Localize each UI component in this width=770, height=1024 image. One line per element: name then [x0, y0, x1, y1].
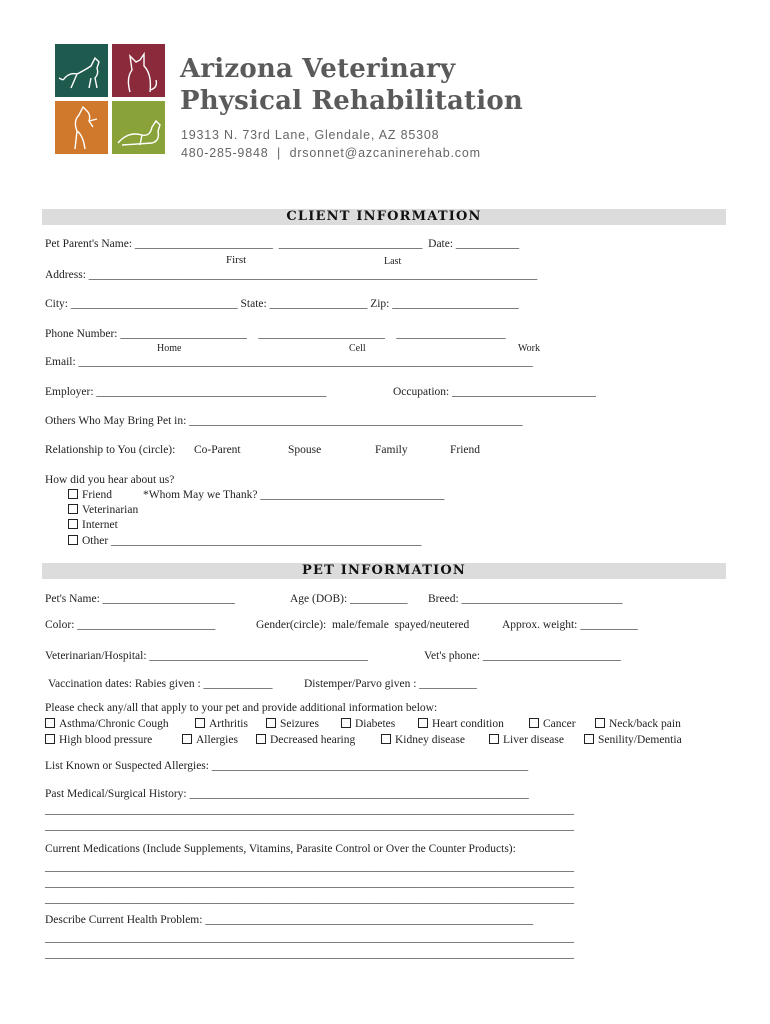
- condition-arthritis[interactable]: [195, 718, 248, 730]
- checkbox[interactable]: [45, 734, 55, 744]
- checkbox[interactable]: [195, 718, 205, 728]
- conditions-intro: Please check any/all that apply to your pet and provide additional information below:: [45, 702, 438, 714]
- relationship-co-parent[interactable]: Co-Parent: [194, 444, 241, 456]
- checkbox[interactable]: [68, 519, 78, 529]
- dog-standing-icon: [55, 101, 108, 154]
- condition-label: Heart condition: [432, 718, 504, 730]
- occupation-field[interactable]: Occupation: _________________________: [393, 386, 596, 398]
- parent-name-field[interactable]: Pet Parent's Name: ________________________ _________________________ Date: ___________: [45, 238, 520, 250]
- checkbox[interactable]: [418, 718, 428, 728]
- condition-label: Asthma/Chronic Cough: [59, 718, 169, 730]
- checkbox[interactable]: [68, 535, 78, 545]
- checkbox[interactable]: [45, 718, 55, 728]
- pet-age-field[interactable]: Age (DOB): __________: [290, 593, 408, 605]
- checkbox[interactable]: [266, 718, 276, 728]
- history-line[interactable]: ____________________________________________________________________________________________: [45, 804, 574, 816]
- health-problem-line[interactable]: ____________________________________________________________________________________________: [45, 932, 574, 944]
- others-field[interactable]: Others Who May Bring Pet in: __________________________________________________________: [45, 415, 523, 427]
- email-field[interactable]: Email: _______________________________________________________________________________: [45, 356, 533, 368]
- medications-line[interactable]: ____________________________________________________________________________________________: [45, 861, 574, 873]
- relationship-family[interactable]: Family: [375, 444, 408, 456]
- last-name-caption: Last: [384, 256, 402, 267]
- hear-option-friend[interactable]: [68, 489, 112, 501]
- checkbox[interactable]: [381, 734, 391, 744]
- medications-line[interactable]: ____________________________________________________________________________________________: [45, 877, 574, 889]
- vet-hospital-field[interactable]: Veterinarian/Hospital: ______________________________________: [45, 650, 368, 662]
- condition-label: Diabetes: [355, 718, 396, 730]
- condition-label: Arthritis: [209, 718, 248, 730]
- client-section-header: [42, 209, 726, 225]
- checkbox[interactable]: [256, 734, 266, 744]
- hear-option-other[interactable]: [68, 535, 422, 547]
- checkbox[interactable]: [584, 734, 594, 744]
- condition-senility[interactable]: [584, 734, 682, 746]
- medications-line[interactable]: ____________________________________________________________________________________________: [45, 893, 574, 905]
- hear-option-internet[interactable]: [68, 519, 118, 531]
- health-problem-line[interactable]: ____________________________________________________________________________________________: [45, 948, 574, 960]
- distemper-date-field[interactable]: Distemper/Parvo given : __________: [304, 678, 477, 690]
- checkbox[interactable]: [529, 718, 539, 728]
- condition-liver[interactable]: [489, 734, 564, 746]
- condition-label: High blood pressure: [59, 734, 153, 746]
- home-phone-caption: Home: [157, 343, 182, 354]
- condition-allergies[interactable]: [182, 734, 238, 746]
- pet-gender-field[interactable]: Gender(circle): male/female spayed/neutered: [256, 619, 470, 631]
- relationship-friend[interactable]: Friend: [450, 444, 481, 456]
- condition-asthma[interactable]: [45, 718, 169, 730]
- condition-label: Seizures: [280, 718, 319, 730]
- condition-seizures[interactable]: [266, 718, 319, 730]
- condition-label: Senility/Dementia: [598, 734, 682, 746]
- condition-cancer[interactable]: [529, 718, 576, 730]
- condition-label: Liver disease: [503, 734, 564, 746]
- phone-number-field[interactable]: Phone Number: ______________________ ______________________ ___________________: [45, 328, 506, 340]
- medications-label: Current Medications (Include Supplements, Vitamins, Parasite Control or Over the Counter Products):: [45, 843, 516, 855]
- relationship-spouse[interactable]: Spouse: [288, 444, 322, 456]
- checkbox[interactable]: [182, 734, 192, 744]
- condition-blood-pressure[interactable]: [45, 734, 152, 746]
- checkbox[interactable]: [68, 504, 78, 514]
- condition-label: Cancer: [543, 718, 576, 730]
- condition-diabetes[interactable]: [341, 718, 395, 730]
- org-name-line1: Arizona Veterinary: [180, 54, 456, 84]
- pet-section-title: PET INFORMATION: [302, 563, 466, 578]
- cat-stretching-icon: [112, 101, 165, 154]
- logo-tile-dog-standing: [55, 101, 108, 154]
- employer-field[interactable]: Employer: ________________________________________: [45, 386, 327, 398]
- allergies-field[interactable]: List Known or Suspected Allergies: _______________________________________________________: [45, 760, 529, 772]
- pet-name-field[interactable]: Pet's Name: _______________________: [45, 593, 235, 605]
- checkbox[interactable]: [341, 718, 351, 728]
- work-phone-caption: Work: [518, 343, 540, 354]
- medical-history-field[interactable]: Past Medical/Surgical History: ___________________________________________________________: [45, 788, 529, 800]
- hear-option-label: Friend: [82, 489, 113, 501]
- cell-phone-caption: Cell: [349, 343, 366, 354]
- whom-thank-field[interactable]: *Whom May we Thank? ________________________________: [143, 489, 445, 501]
- logo-tile-cat: [112, 44, 165, 97]
- dog-icon: [55, 44, 108, 97]
- hear-option-label: Other ______________________________________________________: [82, 535, 422, 547]
- org-contact: 480-285-9848 | drsonnet@azcaninerehab.com: [181, 146, 481, 160]
- pet-weight-field[interactable]: Approx. weight: __________: [502, 619, 638, 631]
- cat-icon: [112, 44, 165, 97]
- vet-phone-field[interactable]: Vet's phone: ________________________: [424, 650, 621, 662]
- client-section-title: CLIENT INFORMATION: [286, 209, 482, 224]
- health-problem-field[interactable]: Describe Current Health Problem: _________________________________________________________: [45, 914, 534, 926]
- hear-option-veterinarian[interactable]: [68, 504, 138, 516]
- pet-section-header: [42, 563, 726, 579]
- logo-tile-dog: [55, 44, 108, 97]
- city-state-zip-field[interactable]: City: _____________________________ State: _________________ Zip: ______________________: [45, 298, 519, 310]
- logo-tile-cat-stretch: [112, 101, 165, 154]
- condition-hearing[interactable]: [256, 734, 355, 746]
- checkbox[interactable]: [489, 734, 499, 744]
- relationship-label: Relationship to You (circle):: [45, 444, 176, 456]
- address-field[interactable]: Address: ______________________________________________________________________________: [45, 269, 538, 281]
- hear-option-label: Veterinarian: [82, 504, 139, 516]
- condition-label: Allergies: [196, 734, 238, 746]
- condition-label: Kidney disease: [395, 734, 465, 746]
- condition-heart[interactable]: [418, 718, 504, 730]
- hear-option-label: Internet: [82, 519, 118, 531]
- hear-about-question: How did you hear about us?: [45, 474, 175, 486]
- rabies-date-field[interactable]: Vaccination dates: Rabies given : ____________: [48, 678, 273, 690]
- pet-color-field[interactable]: Color: ________________________: [45, 619, 216, 631]
- condition-label: Neck/back pain: [609, 718, 681, 730]
- first-name-caption: First: [226, 254, 247, 266]
- condition-label: Decreased hearing: [270, 734, 356, 746]
- condition-neck-back[interactable]: [595, 718, 681, 730]
- checkbox[interactable]: [595, 718, 605, 728]
- org-address: 19313 N. 73rd Lane, Glendale, AZ 85308: [181, 128, 440, 142]
- history-line[interactable]: ____________________________________________________________________________________________: [45, 820, 574, 832]
- condition-kidney[interactable]: [381, 734, 465, 746]
- pet-breed-field[interactable]: Breed: ____________________________: [428, 593, 623, 605]
- checkbox[interactable]: [68, 489, 78, 499]
- org-name-line2: Physical Rehabilitation: [180, 86, 523, 116]
